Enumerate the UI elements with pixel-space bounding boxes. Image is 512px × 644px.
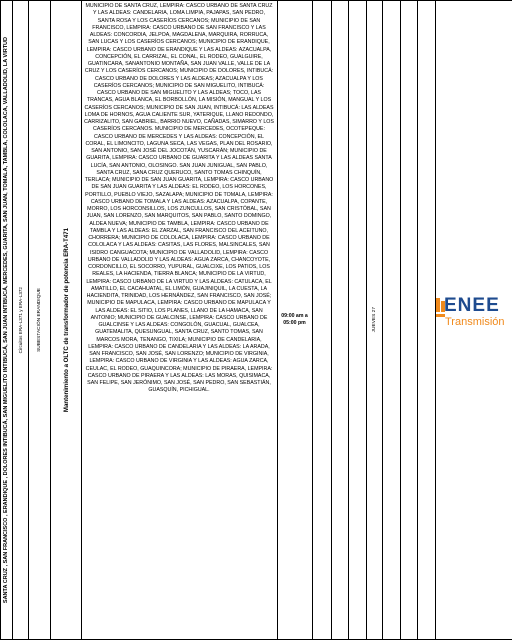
enee-logo	[436, 295, 512, 338]
column-rule	[50, 0, 51, 640]
column-rule	[28, 0, 29, 640]
row-rule	[0, 0, 512, 1]
substation-text: SUBESTACIÓN ERANDIQUE	[37, 288, 42, 352]
circuits-text: Circuitos ERA-L371 y ERA-L372	[18, 286, 23, 354]
column-rule	[400, 0, 401, 640]
column-rule	[417, 0, 418, 640]
column-rule	[277, 0, 278, 640]
logo-subtitle: Transmisión	[445, 316, 505, 328]
work-description-text: Mantenimiento a OLTC de transformador de potencia ERA-T471	[62, 227, 70, 413]
circuits-cell	[13, 0, 28, 640]
day-text: JUEVES 27	[371, 307, 377, 333]
column-rule	[382, 0, 383, 640]
substation-cell	[29, 0, 50, 640]
day-cell	[366, 0, 382, 640]
schedule-text: 09:00 am a 05:00 pm	[281, 312, 308, 326]
work-description-cell	[51, 0, 81, 640]
sectors-text: SANTA CRUZ , SAN FRANCISCO , ERANDIQUE , DOLORES INTIBUCÁ, SAN MIGUELITO INTIBUCÁ, SAN JUAN INTIBUCÁ, MERCEDES, GUARITA, SAN JUAN, TOMALA, TAMBLA, COLOLACA, VALLADOLID, LA VIRTUD	[3, 36, 9, 604]
column-rule	[312, 0, 313, 640]
sectors-cell	[0, 0, 12, 640]
column-rule	[81, 0, 82, 640]
logo-name: ENEE	[444, 295, 500, 316]
schedule-cell	[277, 0, 312, 640]
row-rule	[0, 639, 512, 640]
column-rule	[12, 0, 13, 640]
column-rule	[331, 0, 332, 640]
column-rule	[348, 0, 349, 640]
column-rule	[435, 0, 436, 640]
column-rule	[0, 0, 1, 640]
column-rule	[366, 0, 367, 640]
affected-areas-text: MUNICIPIO DE SANTA CRUZ, LEMPIRA: CASCO URBANO DE SANTA CRUZ Y LAS ALDEAS: CANDELARIA, LOMA LIMPIA, PAJAPAS, SAN PEDRO, SANTA ROSA Y LOS CASERÍOS CERCANOS; MUNICIPIO DE SAN FRANCISCO, LEMPIRA: CASCO URBANO DE SAN FRANCISCO Y LAS ALDEAS: CONCORDIA, JELPOA, MAGDALENA, MARQUIRA, RORRUCA, SAN LUCAS Y LOS CASERÍOS CERCANOS; MUNICIPIO DE ERANDIQUE, LEMPIRA: CASCO URBANO DE ERANDIQUE Y LAS ALDEAS: AZACUALPA, CONCEPCIÓN, EL CARRIZAL, EL CONAL, EL RODEO, GUALGUIRE, GUATINCARA, SANANTONIO MONTAÑA, SAN JUAN VALLE, VALLE DE LA CRUZ Y LOS CASERÍOS CERCANOS; MUNICIPIO DE DOLORES, INTIBUCÁ: CASCO URBANO DE DOLORES Y LAS ALDEAS; AZACUALPA Y LOS CASERÍOS CERCANOS; MUNICIPIO DE SAN MIGUELITO, INTIBUCÁ: CASCO URBANO DE SAN MIGUELITO Y LAS ALDEAS; TOCO, LAS TRANCAS, AGUA BLANCA, EL BORBOLLÓN, LA MISIÓN, MANGUAL Y LOS CASERÍOS CERCANOS; MUNICIPIO DE SAN JUAN, INTIBUCÁ: LAS ALDEAS LOMA DE HORNOS, AGUA CALIENTE SUR, YATERIQUE, LLANO REDONDO, CARRIZALITO, SAN GABRIEL, BARRIO NUEVO, CAÑADAS, SIMARRO Y LOS CASERÍOS CERCANOS. MUNICIPIO DE MERCEDES, OCOTEPEQUE: CASCO URBANO DE MERCEDES Y LAS ALDEAS: CONCEPCIÓN, EL CORAL, EL LIMONCITO, LAGUNA SECA, LAS VEGAS, PLAN DEL ROSARIO, SAN ANTONIO, SAN JOSÉ DEL JOCOTÁN, YUSCARÁN; MUNICIPIO DE GUARITA, LEMPIRA: CASCO URBANO DE GUARITA Y LAS ALDEAS SANTA LUCÍA, SAN ANTONIO, OLOSINGO. SAN JUAN JUNIGUAL, SAN PABLO, SANTA CRUZ, SANA CRUZ QUERUCO, SANTO TOMAS CHINQUÍN, TERLACA; MUNICIPIO DE SAN JUAN GUARITA, LEMPIRA: CASCO URBANO DE SAN JUAN GUARITA Y LAS ALDEAS: EL RODEO, LOS HORCONES, PORTILLO, PUEBLO VIEJO, SAZALAPA; MUNICIPIO DE TOMALA, LEMPIRA: CASCO URBANO DE TOMALA Y LAS ALDEAS: AZACUALPA, COPANTE, MORRO, LOS HORCONSILLOS, LOS ZUNCULLOS, SAN CRISTÓBAL, SAN JUAN, SAN LORENZO, SAN MARQUITOS, SAN PABLO, SANTO DOMINGO, ALDEA NUEVA; MUNICIPIO DE TAMBLA, LEMPIRA: CASCO URBANO DE TAMBLA Y LAS ALDEAS: EL ZARZAL, SAN FRANCISCO DEL ACEITUNO, CHORRERA; MUNICIPIO DE COLOLACA, LEMPIRA: CASCO URBANO DE COLOLACA Y LAS ALDEAS: CASITAS, LAS FLORES, MALSINCALES, SAN ISIDRO CANGUACOTA; MUNICIPIO DE VALLADOLID, LEMPIRA: CASCO URBANO DE VALLADOLID Y LAS ALDEAS: AGUA ZARCA, CHANCOYOTE, CORDONCILLO, EL SOCORRO, YUPURAL, GUALCIXE, LOS PATIOS, LOS REALES, LA HACIENDA, TIERRA BLANCA; MUNICIPIO DE LA VIRTUD, LEMPIRA: CASCO URBANO DE LA VIRTUD Y LAS ALDEAS: CATULACA, EL AMATILLO, EL CACAHUATAL, EL LIMÓN, GUAJINIQUIL, LA CUESTA, LA HACIENDITA, TRINIDAD, LOS HERNÁNDEZ, SAN FRANCISCO, SAN JOSÉ; MUNICIPIO DE MAPULACA, LEMPIRA: CASCO URBANO DE MAPULACA Y LAS ALDEAS: EL SITIO, LOS PLANES, LLANO DE LA HAMACA, SAN ANTONIO; MUNICIPIO DE GUALCINSE, LEMPIRA: CASCO URBANO DE GUALCINSE Y LAS ALDEAS: CONGOLÓN, GUACUAL, GUALCEA, GUATEMALITA, QUESUNGUAL, SANTA CRUZ, SANTO TOMAS, SAN MARCOS MORA, TENANGO, TIXILA; MUNICIPIO DE CANDELARIA, LEMPIRA: CASCO URBANO DE CANDELARIA Y LAS ALDEAS: LA ARADA, SAN FRANCISCO, SAN JOSÉ, SAN LORENZO; MUNICIPIO DE VIRGINIA, LEMPIRA: CASCO URBANO DE VIRGINIA Y LAS ALDEAS: AGUA ZARCA, CEULAC, EL RODEO, GUAQUINCORA; MUNICIPIO DE PIRAERA, LEMPIRA: CASCO URBANO DE PIRAERA Y LAS ALDEAS: LAS MORAS, QUISIMACA, SAN FELIPE, SAN JERÓNIMO, SAN JOSÉ, SAN PEDRO, SAN SEBASTIÁN, GUASQUÍN, PICHIGUAL.	[84, 3, 274, 394]
